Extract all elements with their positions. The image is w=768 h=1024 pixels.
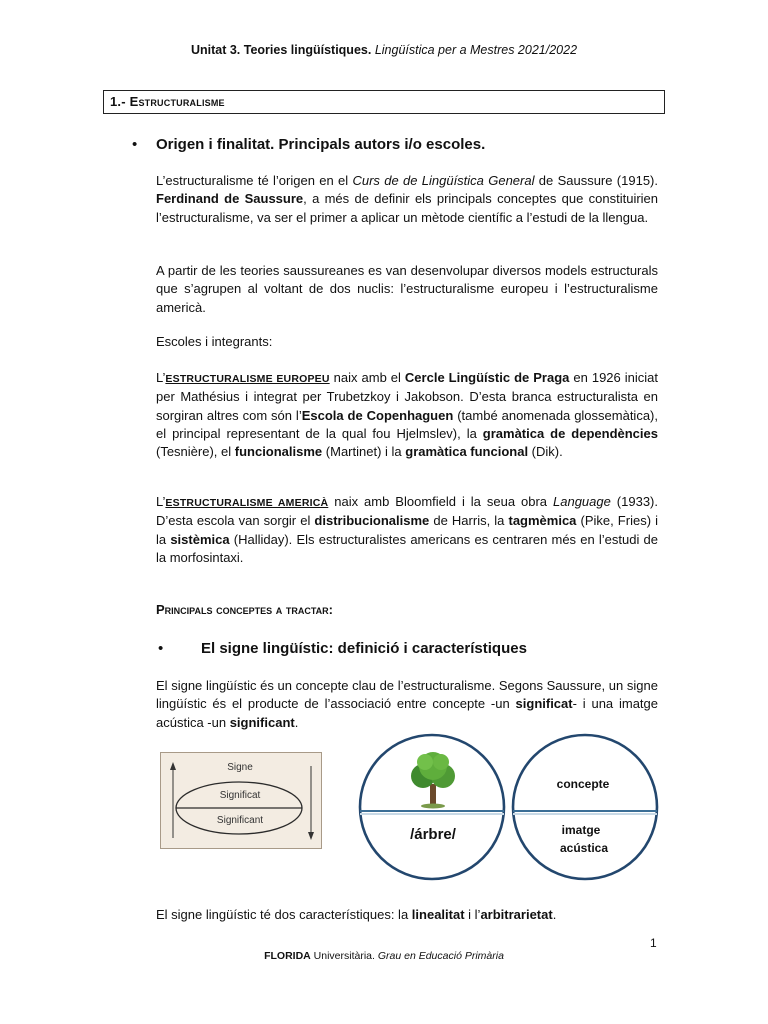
paragraph-origin (156, 172, 658, 227)
header-unit: Unitat 3. Teories lingüístiques. (190, 43, 372, 57)
paragraph-sign (156, 677, 658, 732)
header-course: Lingüística per a Mestres 2021/2022 (374, 43, 578, 57)
american-label: ESTRUCTURALISME AMERICÀ (165, 497, 329, 509)
footer-degree: Grau en Educació Primària (377, 950, 504, 962)
text: L’ (156, 494, 166, 509)
bullet-dot: • (158, 640, 164, 657)
text: L’ (156, 370, 166, 385)
bold-term: tagmèmica (508, 513, 577, 529)
footer-text: Universitària. (310, 950, 378, 962)
bold-term: arbitrarietat (480, 907, 553, 922)
diagram-sign-label: Signe (227, 762, 253, 773)
bullet-origin-title: Origen i finalitat. Principals autors i/o escoles. (156, 136, 486, 153)
bullet-dot: • (132, 136, 138, 153)
paragraph-schools-label: Escoles i integrants: (156, 334, 273, 349)
text: (Dik). (528, 444, 563, 460)
subheading-concepts: Principals conceptes a tractar: (156, 602, 334, 617)
bold-term: gramàtica de dependències (482, 425, 658, 441)
text: L’estructuralisme té l’origen en el (156, 173, 353, 188)
text: (Halliday). Els estructuralistes americans es centraren més en l’estudi de la morfosintaxi. (156, 531, 659, 565)
paragraph-european (156, 369, 658, 461)
text: (1933). D’esta escola van sorgir el (156, 494, 658, 529)
text: i l’ (464, 907, 481, 922)
bold-term: Escola de Copenhaguen (301, 407, 454, 423)
diagram-signifier-label: Significant (216, 815, 264, 826)
text: (Pike, Fries) i la (156, 513, 658, 547)
text: de Harris, la (429, 513, 509, 529)
footer-org: FLORIDA (264, 950, 311, 962)
book-title: Curs de de Lingüística General (352, 173, 535, 188)
section-title-box (103, 90, 665, 114)
text: El signe lingüístic és un concepte clau de l’estructuralisme. Segons Saussure, un signe lingüístic és el producte de l’associació entre concepte -un (156, 678, 658, 712)
european-label: ESTRUCTURALISME EUROPEU (165, 373, 330, 385)
text: . (552, 907, 557, 922)
bold-term: significat (515, 696, 573, 712)
bold-term: funcionalisme (234, 444, 323, 460)
text: (Martinet) i la (322, 444, 406, 460)
author-name: Ferdinand de Saussure (156, 191, 304, 207)
text: , a més de definir els principals conceptes que constituirien l’estructuralisme, va ser el primer a aplicar un mètode científic a l’estudi de la llengua. (156, 191, 659, 225)
bold-term: distribucionalisme (314, 513, 430, 529)
acoustic-image-label-2: acústica (559, 841, 609, 855)
bold-term: significant (229, 714, 295, 730)
book-title: Language (553, 494, 611, 509)
concept-label: concepte (556, 777, 610, 791)
text: (també anomenada glossemàtica), el principal representant de la qual fou Hjelmslev), la (156, 407, 658, 441)
text: (Tesnière), el (156, 444, 235, 460)
tree-sign-diagram (355, 732, 675, 882)
bold-term: sistèmica (170, 531, 230, 547)
bold-term: linealitat (411, 907, 465, 922)
paragraph-models: A partir de les teories saussureanes es van desenvolupar diversos models estructurals que s’agrupen al voltant de dos nuclis: l’estructuralisme europeu i l’estructuralisme americà. (156, 263, 658, 315)
word-arbre: /árbre/ (410, 826, 456, 843)
paragraph-characteristics (156, 906, 658, 924)
text: - i una imatge acústica -un (156, 696, 659, 730)
page-number: 1 (650, 936, 657, 950)
acoustic-image-label-1: imatge (561, 823, 601, 837)
saussure-sign-diagram (160, 752, 322, 849)
text: naix amb el (329, 370, 405, 385)
diagram-signified-label: Significat (219, 790, 261, 801)
text: . (294, 714, 299, 730)
text: naix amb Bloomfield i la seua obra (328, 494, 553, 509)
paragraph-american (156, 493, 658, 567)
text: en 1926 iniciat per Mathésius i integrat per Trubetzkoy i Jakobson. D’esta branca estructuralista en sorgiran altres com són l’ (156, 370, 658, 423)
page-header (0, 43, 768, 57)
page-footer (0, 950, 768, 962)
section-title: 1.- Estructuralisme (110, 94, 225, 109)
bold-term: gramàtica funcional (405, 444, 529, 460)
text: de Saussure (1915). (534, 173, 658, 188)
bold-term: Cercle Lingüístic de Praga (404, 370, 570, 385)
text: El signe lingüístic té dos característiques: la (156, 907, 412, 922)
bullet-sign-title: El signe lingüístic: definició i característiques (201, 640, 527, 657)
